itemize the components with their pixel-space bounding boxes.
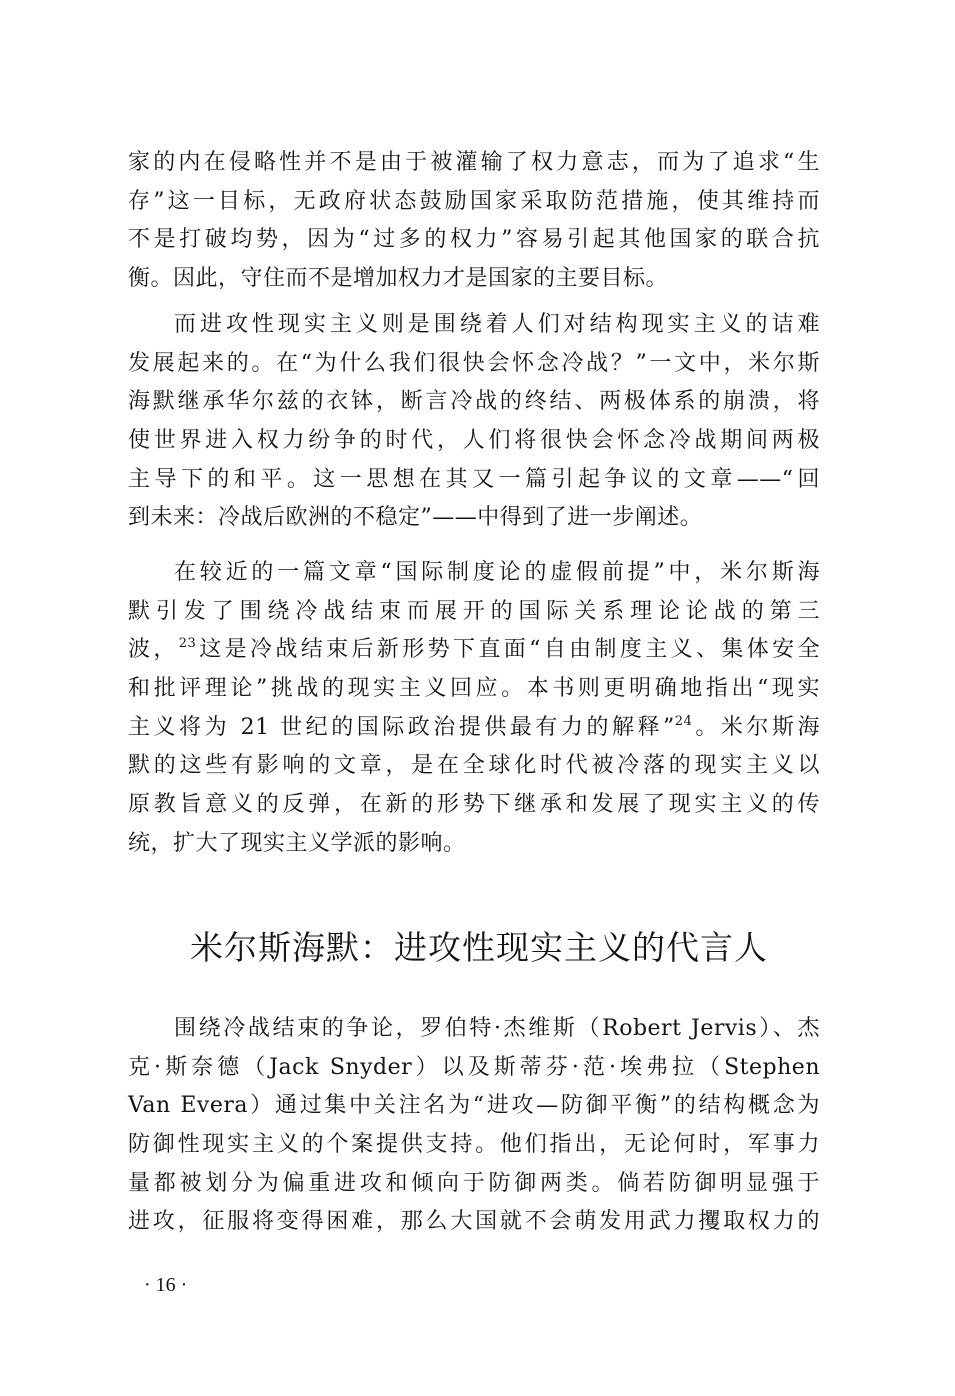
text-line: 原教旨意义的反弹，在新的形势下继承和发展了现实主义的传 <box>128 792 820 818</box>
text-line: 衡。因此，守住而不是增加权力才是国家的主要目标。 <box>128 266 669 292</box>
text-line <box>128 631 820 670</box>
paragraph-4 <box>128 1010 820 1242</box>
text-line: 在较近的一篇文章“国际制度论的虚假前提”中，米尔斯海 <box>174 560 820 585</box>
text-line: 存”这一目标，无政府状态鼓励国家采取防范措施，使其维持而 <box>128 188 820 214</box>
text-line: 进攻，征服将变得困难，那么大国就不会萌发用武力攫取权力的 <box>128 1209 820 1235</box>
text-line: 统，扩大了现实主义学派的影响。 <box>128 830 466 856</box>
text-segment: 。米尔斯海 <box>692 714 820 740</box>
section-heading: 米尔斯海默：进攻性现实主义的代言人 <box>190 928 768 967</box>
text-line: 发展起来的。在“为什么我们很快会怀念冷战？”一文中，米尔斯 <box>128 350 820 376</box>
text-segment: 波， <box>128 637 179 663</box>
text-line: 主导下的和平。这一思想在其又一篇引起争议的文章——“回 <box>128 466 820 492</box>
text-line: 到未来：冷战后欧洲的不稳定”——中得到了进一步阐述。 <box>128 505 703 531</box>
text-line: 不是打破均势，因为“过多的权力”容易引起其他国家的联合抗 <box>128 227 820 253</box>
paragraph-2 <box>128 306 820 538</box>
text-line: 防御性现实主义的个案提供支持。他们指出，无论何时，军事力 <box>128 1132 820 1158</box>
text-segment: 这是冷战结束后新形势下直面“自由制度主义、集体安全 <box>196 637 820 663</box>
footnote-ref-24: 24 <box>674 713 693 729</box>
text-line: 海默继承华尔兹的衣钵，断言冷战的终结、两极体系的崩溃，将 <box>128 389 820 415</box>
text-line: 默的这些有影响的文章，是在全球化时代被冷落的现实主义以 <box>128 753 820 779</box>
text-line: 围绕冷战结束的争论，罗伯特·杰维斯（Robert Jervis）、杰 <box>174 1016 820 1041</box>
text-line: 而进攻性现实主义则是围绕着人们对结构现实主义的诘难 <box>174 312 820 337</box>
text-line: 使世界进入权力纷争的时代，人们将很快会怀念冷战期间两极 <box>128 428 820 454</box>
text-segment: 主义将为 21 世纪的国际政治提供最有力的解释” <box>128 714 675 740</box>
footnote-ref-23: 23 <box>178 636 197 652</box>
text-line: Van Evera）通过集中关注名为“进攻—防御平衡”的结构概念为 <box>128 1093 820 1119</box>
text-line: 默引发了围绕冷战结束而展开的国际关系理论论战的第三 <box>128 598 820 624</box>
text-line: 和批评理论”挑战的现实主义回应。本书则更明确地指出“现实 <box>128 676 820 702</box>
text-line: 家的内在侵略性并不是由于被灌输了权力意志，而为了追求“生 <box>128 150 820 175</box>
paragraph-1 <box>128 144 820 299</box>
page-number: · 16 · <box>144 1274 188 1296</box>
paragraph-3 <box>128 554 820 864</box>
text-line <box>128 709 820 748</box>
text-line: 克·斯奈德（Jack Snyder）以及斯蒂芬·范·埃弗拉（Stephen <box>128 1054 820 1080</box>
text-line: 量都被划分为偏重进攻和倾向于防御两类。倘若防御明显强于 <box>128 1170 820 1196</box>
